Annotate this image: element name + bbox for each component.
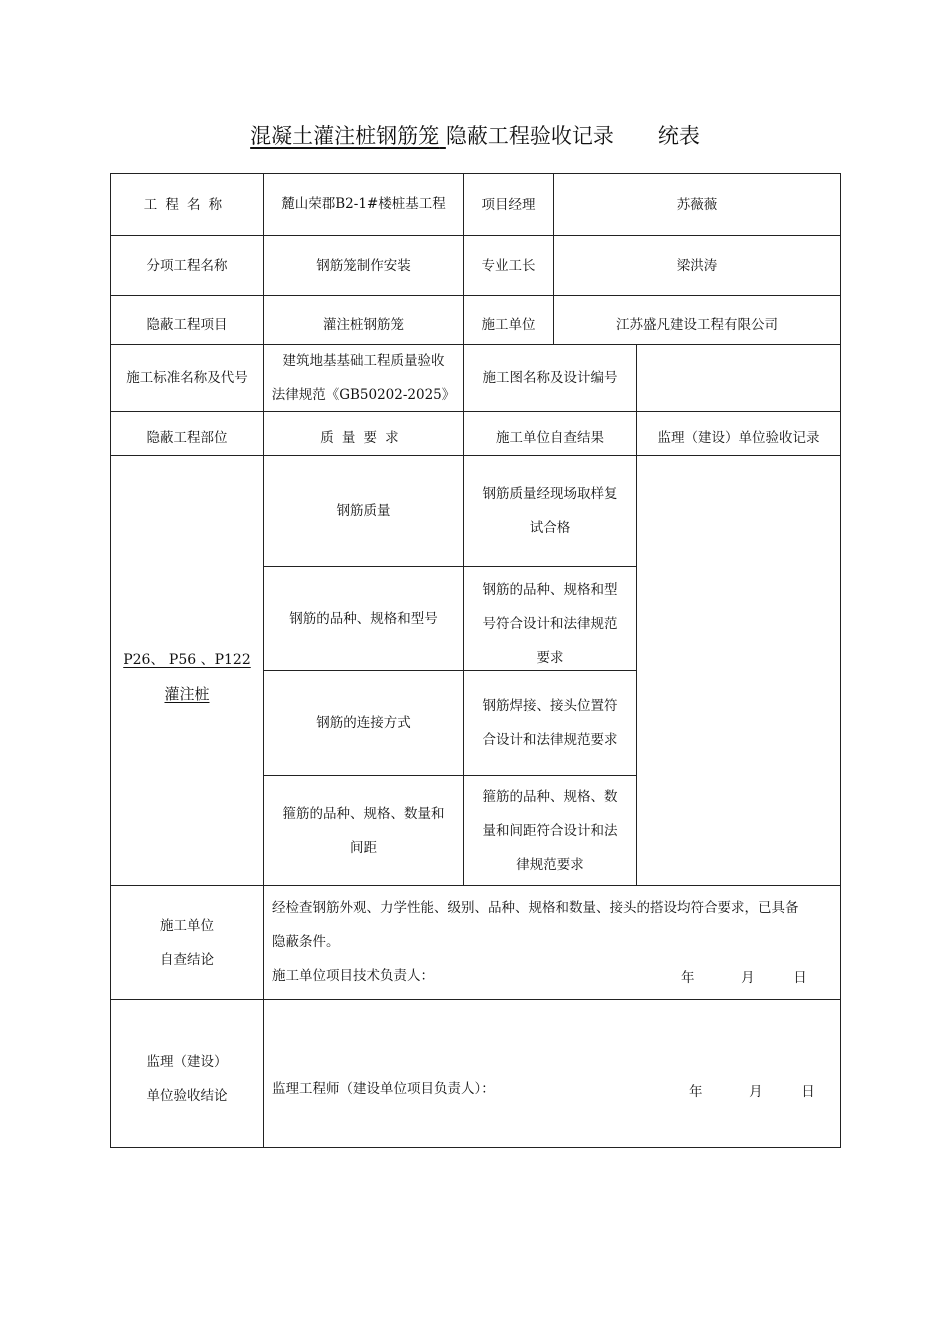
result-steel-quality — [464, 456, 636, 566]
result-text: 合设计和法律规范要求 — [482, 732, 618, 748]
project-name-label: 工程名称 — [143, 196, 231, 213]
hidden-item-value: 灌注桩钢筋笼 — [323, 317, 404, 333]
project-name-value: 麓山荣郡B2-1#楼桩基工程 — [281, 196, 446, 212]
result-text: 钢筋焊接、接头位置符 — [482, 698, 618, 714]
date-year: 年 — [681, 970, 695, 986]
supervision-header: 监理（建设）单位验收记录 — [657, 429, 820, 446]
foreman-value: 梁洪涛 — [676, 257, 718, 274]
requirement-connection — [264, 671, 463, 775]
project-manager-value: 苏薇薇 — [676, 196, 718, 213]
title-part-1: 混凝土灌注桩钢筋笼 — [250, 124, 440, 148]
result-text: 号符合设计和法律规范 — [482, 615, 618, 632]
supervision-conclusion-label-line-2: 单位验收结论 — [146, 1087, 228, 1104]
contractor-label: 施工单位 — [481, 317, 536, 333]
date-day: 日 — [793, 970, 807, 986]
requirement-steel-type — [264, 567, 463, 670]
hidden-item-label: 隐蔽工程项目 — [146, 317, 228, 333]
standard-value — [264, 345, 463, 411]
result-text: 律规范要求 — [516, 856, 584, 873]
self-conclusion-label-line-2: 自查结论 — [160, 951, 214, 968]
requirement-text: 箍筋的品种、规格、数量和 — [282, 805, 445, 822]
result-steel-type — [464, 567, 636, 670]
supervision-conclusion-signer: 监理工程师（建设单位项目负责人）： — [272, 1081, 495, 1097]
date-day: 日 — [801, 1084, 815, 1100]
self-conclusion-label-line-1: 施工单位 — [160, 917, 214, 934]
date-month: 月 — [741, 970, 755, 986]
self-conclusion-date — [681, 966, 807, 986]
requirement-steel-quality — [264, 456, 463, 566]
result-connection — [464, 671, 636, 775]
pile-location-type: 灌注桩 — [164, 684, 210, 703]
result-text: 箍筋的品种、规格、数 — [482, 788, 618, 805]
contractor-value: 江苏盛凡建设工程有限公司 — [616, 317, 778, 333]
supervision-conclusion-label — [111, 1000, 263, 1147]
self-conclusion-text-line-2: 隐蔽条件。 — [272, 934, 340, 950]
drawing-label: 施工图名称及设计编号 — [482, 370, 618, 386]
supervision-conclusion-label-line-1: 监理（建设） — [146, 1053, 228, 1070]
pile-location — [111, 456, 263, 885]
supervision-conclusion-date — [689, 1080, 815, 1100]
self-check-header: 施工单位自查结果 — [496, 429, 604, 446]
self-conclusion-text-line-1: 经检查钢筋外观、力学性能、级别、品种、规格和数量、接头的搭设均符合要求，已具备 — [272, 900, 799, 916]
location-header: 隐蔽工程部位 — [146, 429, 228, 446]
result-text: 试合格 — [529, 520, 571, 536]
project-manager-label: 项目经理 — [481, 196, 536, 213]
drawing-value — [637, 345, 840, 411]
result-text: 要求 — [536, 649, 564, 666]
title-part-2: 隐蔽工程验收记录 — [445, 124, 614, 148]
sub-item-label: 分项工程名称 — [146, 257, 228, 274]
self-conclusion-label — [111, 886, 263, 999]
requirement-text: 钢筋的品种、规格和型号 — [289, 610, 438, 627]
sub-item-value: 钢筋笼制作安装 — [316, 257, 411, 274]
title-underline-space — [439, 124, 446, 148]
pile-location-ids: P26、 P56 、P122 — [123, 651, 251, 668]
result-text: 量和间距符合设计和法 — [482, 822, 618, 839]
quality-header: 质量要求 — [320, 429, 407, 446]
standard-value-line-1: 建筑地基基础工程质量验收 — [282, 353, 445, 369]
result-stirrups — [464, 776, 636, 885]
standard-value-line-2: 法律规范《GB50202-2025》 — [271, 387, 456, 403]
supervision-record-area — [637, 456, 840, 885]
date-month: 月 — [749, 1084, 763, 1100]
date-year: 年 — [689, 1084, 703, 1100]
document-title — [0, 120, 950, 150]
requirement-text: 钢筋质量 — [336, 503, 391, 519]
title-part-3: 统表 — [657, 124, 700, 148]
result-text: 钢筋的品种、规格和型 — [482, 581, 618, 598]
self-conclusion-signer: 施工单位项目技术负责人： — [272, 968, 434, 984]
requirement-stirrups — [264, 776, 463, 885]
standard-label: 施工标准名称及代号 — [126, 370, 248, 386]
result-text: 钢筋质量经现场取样复 — [482, 486, 618, 502]
requirement-text: 间距 — [350, 839, 377, 856]
requirement-text: 钢筋的连接方式 — [316, 715, 411, 731]
foreman-label: 专业工长 — [481, 257, 536, 274]
